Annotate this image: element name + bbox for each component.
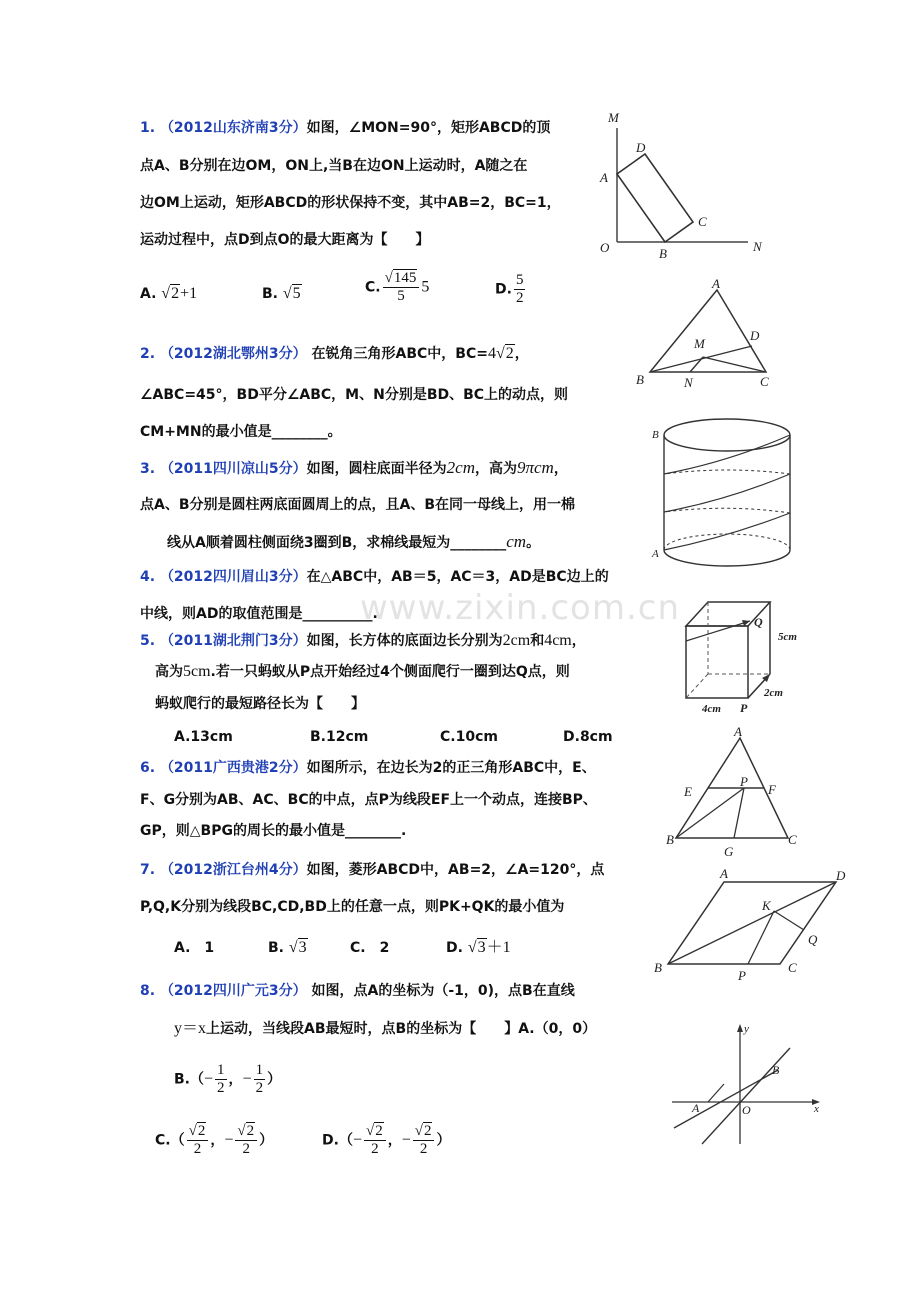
q5-option-c: C.10cm bbox=[440, 729, 498, 745]
q7-label-A: A bbox=[720, 866, 728, 881]
q6-label-E: E bbox=[684, 784, 692, 799]
q2-label-A: A bbox=[712, 276, 720, 291]
q1-label-C: C bbox=[698, 214, 707, 229]
q6-line1: 6. （2011广西贵港2分）如图所示，在边长为2的正三角形ABC中，E、 bbox=[140, 760, 596, 776]
q6-label-P: P bbox=[740, 774, 748, 789]
q8-option-d: D.（− $\frac{√2}{2}$ ，− $\frac{√2}{2}$ ） bbox=[322, 1123, 451, 1157]
q2-label-M: M bbox=[694, 336, 705, 351]
q2-line3: CM+MN的最小值是________。 bbox=[140, 424, 342, 440]
q5-figure bbox=[678, 596, 808, 718]
q5-label-P: P bbox=[740, 701, 748, 715]
q7-label-D: D bbox=[836, 868, 846, 883]
q1-label-B: B bbox=[659, 246, 667, 261]
q1-label-O: O bbox=[600, 240, 610, 255]
q7-option-c: C. 2 bbox=[350, 940, 390, 956]
q3-label-B: B bbox=[652, 429, 659, 441]
q3-line2: 点A、B分别是圆柱两底面圆周上的点，且A、B在同一母线上，用一棉 bbox=[140, 497, 576, 513]
q1-option-d: D. $\frac{5}{2}$ bbox=[495, 272, 524, 306]
q5-label-depth: 2cm bbox=[764, 687, 783, 699]
q8-label-B: B bbox=[772, 1063, 780, 1077]
q5-line1: 5. （2011湖北荆门3分）如图，长方体的底面边长分别为2cm和4cm， bbox=[140, 632, 586, 649]
q7-label-B: B bbox=[654, 960, 662, 975]
q7-label-Q: Q bbox=[808, 932, 818, 947]
q8-label-A: A bbox=[692, 1101, 700, 1115]
q8-label-O: O bbox=[742, 1103, 751, 1117]
q6-label-F: F bbox=[768, 782, 776, 797]
q7-label-K: K bbox=[762, 898, 771, 913]
q6-figure bbox=[664, 722, 812, 862]
q8-label-x: x bbox=[814, 1103, 819, 1115]
q5-label-Q: Q bbox=[754, 615, 763, 629]
q2-line1: 2. （2012湖北鄂州3分） 在锐角三角形ABC中，BC=4√2， bbox=[140, 345, 529, 362]
q6-label-C: C bbox=[788, 832, 797, 847]
q5-option-a: A.13cm bbox=[174, 729, 233, 745]
watermark: www.zixin.com.cn bbox=[360, 588, 680, 628]
q5-line3: 蚂蚁爬行的最短路径长为【 】 bbox=[155, 696, 365, 712]
q6-line2: F、G分别为AB、AC、BC的中点，点P为线段EF上一个动点，连接BP、 bbox=[140, 792, 597, 808]
q8-option-b: B.（− $\frac{1}{2}$ ，− $\frac{1}{2}$ ） bbox=[174, 1062, 282, 1096]
q1-line4: 运动过程中，点D到点O的最大距离为【 】 bbox=[140, 232, 430, 248]
q5-label-width: 4cm bbox=[702, 703, 721, 715]
q1-label-M: M bbox=[608, 110, 619, 125]
q6-line3: GP，则△BPG的周长的最小值是________. bbox=[140, 823, 407, 839]
q1-option-c: C. $\frac{√145}{5}$ 5 bbox=[365, 270, 430, 304]
q2-figure bbox=[630, 274, 790, 394]
q2-line2: ∠ABC=45°，BD平分∠ABC，M、N分别是BD、BC上的动点，则 bbox=[140, 387, 569, 403]
q7-label-C: C bbox=[788, 960, 797, 975]
q8-label-y: y bbox=[744, 1023, 749, 1035]
q6-label-G: G bbox=[724, 844, 734, 859]
q5-line2: 高为5cm.若一只蚂蚁从P点开始经过4个侧面爬行一圈到达Q点，则 bbox=[155, 663, 570, 680]
q5-option-d: D.8cm bbox=[563, 729, 613, 745]
q6-label-A: A bbox=[734, 724, 742, 739]
q3-line3: 线从A顺着圆柱侧面绕3圈到B，求棉线最短为________cm。 bbox=[167, 532, 541, 551]
q8-option-c: C.（ $\frac{√2}{2}$ ，− $\frac{√2}{2}$ ） bbox=[155, 1123, 274, 1157]
q7-option-b: B. √3 bbox=[268, 939, 307, 956]
q2-label-D: D bbox=[750, 328, 760, 343]
q1-label-N: N bbox=[753, 239, 762, 254]
q3-line1: 3. （2011四川凉山5分）如图，圆柱底面半径为2cm，高为9πcm， bbox=[140, 458, 568, 477]
q1-label-D: D bbox=[636, 140, 646, 155]
q7-option-d: D. √3＋1 bbox=[446, 939, 511, 956]
q1-line1: 1. （2012山东济南3分）如图，∠MON=90°，矩形ABCD的顶 bbox=[140, 120, 551, 136]
q4-line2: 中线，则AD的取值范围是__________. bbox=[140, 606, 378, 622]
q4-line1: 4. （2012四川眉山3分）在△ABC中，AB＝5，AC＝3，AD是BC边上的 bbox=[140, 569, 609, 585]
q5-label-height: 5cm bbox=[778, 631, 797, 643]
q1-figure bbox=[598, 108, 768, 263]
q7-line1: 7. （2012浙江台州4分）如图，菱形ABCD中，AB=2，∠A=120°，点 bbox=[140, 862, 605, 878]
q7-figure bbox=[652, 864, 852, 994]
q1-line2: 点A、B分别在边OM，ON上,当B在边ON上运动时，A随之在 bbox=[140, 158, 528, 174]
q1-option-b: B. √5 bbox=[262, 285, 301, 302]
q8-figure bbox=[668, 1018, 828, 1148]
q2-label-C: C bbox=[760, 374, 769, 389]
q2-label-B: B bbox=[636, 372, 644, 387]
q8-line2: y＝x上运动，当线段AB最短时，点B的坐标为【 】A.（0，0） bbox=[174, 1020, 597, 1037]
q3-label-A: A bbox=[652, 548, 659, 560]
q3-figure bbox=[648, 412, 798, 570]
q7-line2: P,Q,K分别为线段BC,CD,BD上的任意一点，则PK+QK的最小值为 bbox=[140, 899, 565, 915]
q8-line1: 8. （2012四川广元3分） 如图，点A的坐标为（-1，0)，点B在直线 bbox=[140, 983, 575, 999]
q1-option-a: A. √2+1 bbox=[140, 285, 198, 302]
q2-label-N: N bbox=[684, 375, 693, 390]
q1-label-A: A bbox=[600, 170, 608, 185]
q7-label-P: P bbox=[738, 968, 746, 983]
q5-option-b: B.12cm bbox=[310, 729, 369, 745]
q6-label-B: B bbox=[666, 832, 674, 847]
q1-line3: 边OM上运动，矩形ABCD的形状保持不变，其中AB=2，BC=1， bbox=[140, 195, 561, 211]
q7-option-a: A. 1 bbox=[174, 940, 215, 956]
